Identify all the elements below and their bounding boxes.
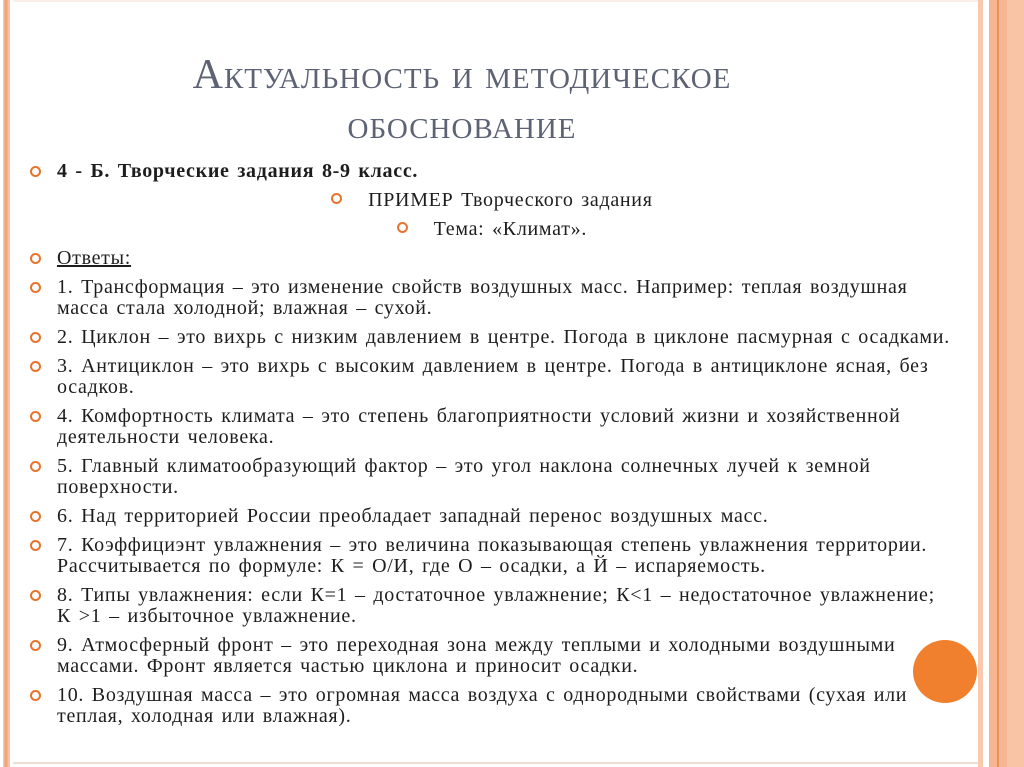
list-item	[28, 248, 956, 269]
list-item	[28, 356, 956, 398]
list-item-text: ПРИМЕР Творческого задания	[368, 189, 653, 211]
list-item	[28, 406, 956, 448]
bullet-icon	[30, 253, 41, 264]
list-item	[28, 190, 956, 211]
bullet-icon	[30, 282, 41, 293]
list-item-text: Тема: «Климат».	[433, 218, 588, 240]
bullet-icon	[30, 361, 41, 372]
bullet-icon	[30, 540, 41, 551]
list-item-text: 8. Типы увлажнения: если К=1 – достаточное увлажнение; К<1 – недостаточное увлажнение; К >1 – избыточное увлажнение.	[57, 584, 935, 627]
list-item-text: 9. Атмосферный фронт – это переходная зона между теплыми и холодными воздушными массами. Фронт является частью циклона и приносит осадки.	[57, 634, 896, 677]
list-item-text: 3. Антициклон – это вихрь с высоким давлением в центре. Погода в антициклоне ясная, без осадков.	[57, 355, 929, 398]
bullet-list	[28, 161, 956, 727]
list-item	[28, 219, 956, 240]
list-item-text: 7. Коэффициэнт увлажнения – это величина показывающая степень увлажнения территории. Рассчитывается по формуле: К = О/И, где О – осадки, а Й – испаряемость.	[57, 534, 928, 577]
slide-title-line-1: Актуальность и методическое	[192, 52, 732, 98]
bullet-icon	[397, 222, 408, 233]
bullet-icon	[30, 640, 41, 651]
bullet-icon	[30, 411, 41, 422]
list-item-text: 4. Комфортность климата – это степень благоприятности условий жизни и хозяйственной деятельности человека.	[57, 405, 901, 448]
frame-top-line	[0, 0, 1024, 2]
bullet-icon	[30, 590, 41, 601]
list-item-text: Ответы:	[57, 247, 132, 269]
frame-bottom-line	[0, 762, 978, 764]
list-item-text: 6. Над территорией России преобладает западнай перенос воздушных масс.	[57, 505, 769, 527]
list-item	[28, 635, 956, 677]
slide-title	[30, 50, 894, 150]
list-item	[28, 327, 956, 348]
slide-body	[28, 161, 956, 735]
list-item-text: 2. Циклон – это вихрь с низким давлением в центре. Погода в циклоне пасмурная с осадками.	[57, 326, 950, 348]
list-item	[28, 535, 956, 577]
bullet-icon	[331, 193, 342, 204]
list-item	[28, 161, 956, 182]
list-item	[28, 456, 956, 498]
list-item	[28, 506, 956, 527]
frame-left-stripe	[0, 0, 13, 767]
bullet-icon	[30, 166, 41, 177]
bullet-icon	[30, 690, 41, 701]
list-item	[28, 685, 956, 727]
slide-title-line-2: обоснование	[347, 102, 577, 148]
frame-right-stripe	[978, 0, 1024, 767]
list-item	[28, 585, 956, 627]
list-item-text: 4 - Б. Творческие задания 8-9 класс.	[57, 160, 419, 182]
bullet-icon	[30, 511, 41, 522]
bullet-icon	[30, 332, 41, 343]
list-item-text: 10. Воздушная масса – это огромная масса воздуха с однородными свойствами (сухая или теплая, холодная или влажная).	[57, 684, 908, 727]
list-item	[28, 277, 956, 319]
list-item-text: 5. Главный климатообразующий фактор – это угол наклона солнечных лучей к земной поверхности.	[57, 455, 871, 498]
bullet-icon	[30, 461, 41, 472]
list-item-text: 1. Трансформация – это изменение свойств воздушных масс. Например: теплая воздушная масса стала холодной; влажная – сухой.	[57, 276, 908, 319]
